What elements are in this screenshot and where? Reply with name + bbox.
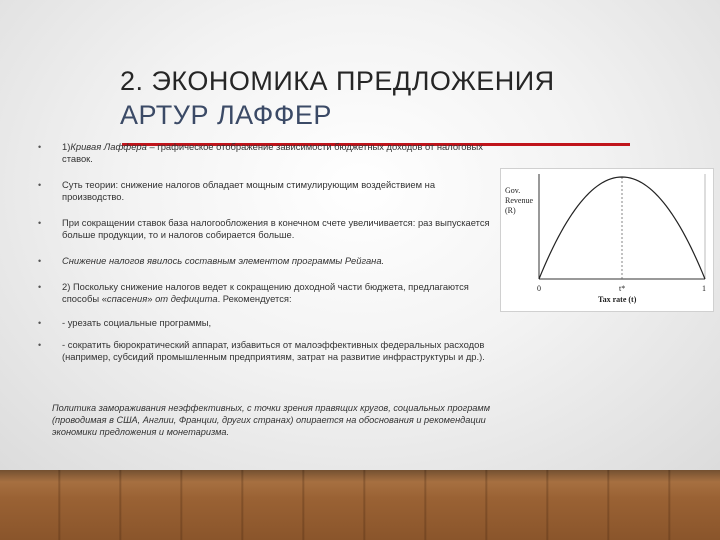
bullet-text: Суть теории: снижение налогов обладает мощным стимулирующим воздействием на производство. bbox=[62, 179, 436, 202]
x-tick-tstar: t* bbox=[619, 284, 626, 293]
laffer-curve-line bbox=[539, 177, 705, 279]
bullet-term: спасения bbox=[106, 293, 148, 304]
bullet-icon: • bbox=[38, 256, 42, 266]
x-tick-0: 0 bbox=[537, 284, 541, 293]
bullet-term-2: от дефицита bbox=[155, 293, 218, 304]
laffer-curve-chart bbox=[500, 168, 714, 312]
bullet-text: Снижение налогов явилось составным элементом программы Рейгана. bbox=[62, 255, 385, 266]
slide-title bbox=[120, 64, 640, 132]
bullet-icon: • bbox=[38, 340, 42, 350]
y-label-line-3: (R) bbox=[505, 206, 516, 215]
x-tick-1: 1 bbox=[702, 284, 706, 293]
bullet-term: Кривая Лаффера bbox=[70, 141, 147, 152]
bullet-item bbox=[38, 339, 498, 363]
bullet-text: - урезать социальные программы, bbox=[62, 317, 212, 328]
bullet-item bbox=[38, 255, 498, 267]
bullet-item bbox=[38, 217, 498, 241]
bullet-icon: • bbox=[38, 282, 42, 292]
bullet-text: – графическое отображение зависимости бюджетных доходов от налоговых ставок. bbox=[62, 141, 483, 164]
bullet-icon: • bbox=[38, 142, 42, 152]
floor-shadow bbox=[0, 470, 720, 482]
bullet-text: 2) Поскольку снижение налогов ведет к сокращению доходной части бюджета, предлагаются способы « bbox=[62, 281, 469, 304]
bullet-text-2: » bbox=[147, 293, 156, 304]
title-line-2: АРТУР ЛАФФЕР bbox=[120, 100, 332, 130]
bullet-item bbox=[38, 317, 498, 329]
bullet-list bbox=[38, 141, 498, 363]
bullet-text-3: . Рекомендуется: bbox=[217, 293, 292, 304]
bullet-icon: • bbox=[38, 218, 42, 228]
bullet-icon: • bbox=[38, 180, 42, 190]
policy-note: Политика замораживания неэффективных, с точки зрения правящих кругов, социальных программ (проводимая в США, Англии, Франции, других странах) опирается на обоснования и рекомендации экономики предложения и монетаризма. bbox=[52, 403, 491, 437]
bullet-text: При сокращении ставок база налогообложения в конечном счете увеличивается: раз выпускается больше продукции, то и налогов собирается больше. bbox=[62, 217, 490, 240]
bullet-item bbox=[38, 141, 498, 165]
y-label-line-1: Gov. bbox=[505, 186, 521, 195]
bullet-icon: • bbox=[38, 318, 42, 328]
y-label-line-2: Revenue bbox=[505, 196, 533, 205]
bullet-item bbox=[38, 179, 498, 203]
laffer-curve-svg bbox=[501, 169, 713, 311]
title-line-1: 2. ЭКОНОМИКА ПРЕДЛОЖЕНИЯ bbox=[120, 66, 555, 96]
bullet-item bbox=[38, 281, 498, 305]
bullet-text: - сократить бюрократический аппарат, избавиться от малоэффективных федеральных расходов (например, субсидий промышленным предприятиям, затрат на развитие инфраструктуры и др.). bbox=[62, 339, 485, 362]
bullet-prefix: 1) bbox=[62, 141, 71, 152]
x-axis-label: Tax rate (t) bbox=[598, 295, 637, 304]
